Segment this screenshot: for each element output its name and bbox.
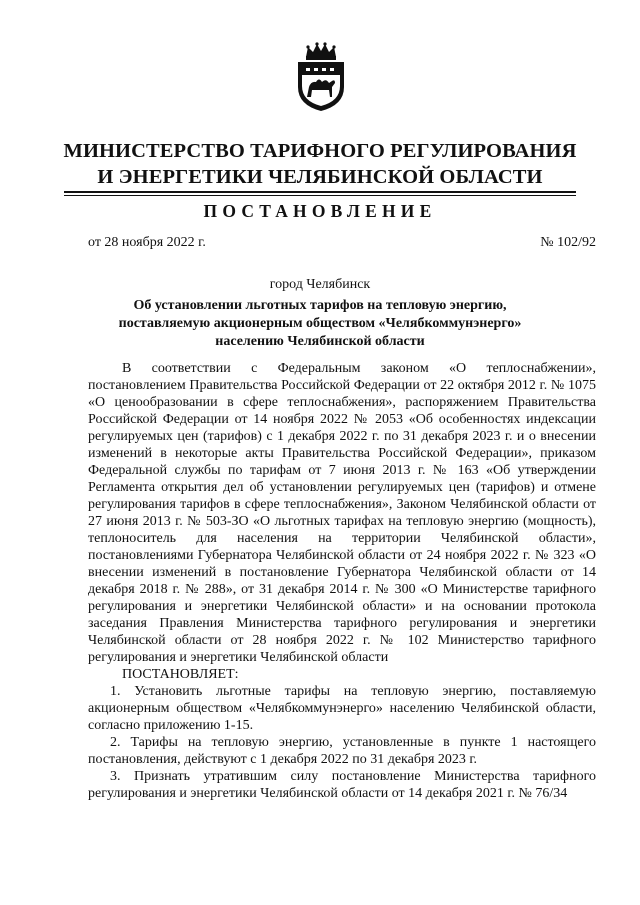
subject-line-2: поставляемую акционерным обществом «Челябкоммунэнерго» bbox=[118, 316, 522, 331]
coat-of-arms-icon bbox=[292, 41, 350, 113]
resolution-item-3: 3. Признать утратившим силу постановление Министерства тарифного регулирования и энергетики Челябинской области от 14 декабря 2021 г. № 76/34 bbox=[88, 769, 596, 801]
resolves-heading: ПОСТАНОВЛЯЕТ: bbox=[122, 667, 239, 682]
document-body bbox=[88, 360, 596, 802]
resolution-item-1: 1. Установить льготные тарифы на тепловую энергию, поставляемую акционерным обществом «Челябкоммунэнерго» населению Челябинской области, согласно приложению 1-15. bbox=[88, 684, 596, 733]
ministry-name bbox=[40, 138, 600, 190]
document-subject bbox=[80, 297, 560, 351]
subject-line-1: Об установлении льготных тарифов на тепловую энергию, bbox=[133, 298, 507, 313]
document-date: от 28 ноября 2022 г. bbox=[88, 235, 206, 250]
document-type: ПОСТАНОВЛЕНИЕ bbox=[203, 201, 437, 221]
document-number: № 102/92 bbox=[540, 235, 596, 250]
resolution-item-2: 2. Тарифы на тепловую энергию, установленные в пункте 1 настоящего постановления, действуют с 1 декабря 2022 по 31 декабря 2023 г. bbox=[88, 735, 596, 767]
header-rule-thick bbox=[64, 191, 576, 193]
ministry-name-line-2: И ЭНЕРГЕТИКИ ЧЕЛЯБИНСКОЙ ОБЛАСТИ bbox=[97, 166, 543, 188]
document-city: город Челябинск bbox=[269, 277, 371, 292]
subject-line-3: населению Челябинской области bbox=[215, 334, 425, 349]
preamble-paragraph: В соответствии с Федеральным законом «О теплоснабжении», постановлением Правительства Российской Федерации от 22 октября 2012 г. № 1075 «О ценообразовании в сфере теплоснабжения», распоряжением Правительства Российской Федерации от 14 ноября 2022 № 2053 «Об особенностях индексации регулируемых цен (тарифов) с 1 декабря 2022 г. по 31 декабря 2023 г. и о внесении изменений в некоторые акты Правительства Российской Федерации», приказом Федеральной службы по тарифам от 7 июня 2013 г. № 163 «Об утверждении Регламента открытия дел об установлении регулируемых цен (тарифов) и отмене регулирования тарифов в сфере теплоснабжения», Законом Челябинской области от 27 июня 2013 г. № 503-ЗО «О льготных тарифах на тепловую энергию (мощность), теплоноситель для населения на территории Челябинской области», постановлениями Губернатора Челябинской области от 24 ноября 2022 г. № 323 «О внесении изменений в постановление Губернатора Челябинской области от 14 декабря 2018 г. № 288», от 31 декабря 2014 г. № 300 «О Министерстве тарифного регулирования и энергетики Челябинской области» и на основании протокола заседания Правления Министерства тарифного регулирования и энергетики Челябинской области от 28 ноября 2022 г. № 102 Министерство тарифного регулирования и энергетики Челябинской области bbox=[88, 361, 596, 665]
header-rule-thin bbox=[64, 195, 576, 196]
ministry-name-line-1: МИНИСТЕРСТВО ТАРИФНОГО РЕГУЛИРОВАНИЯ bbox=[63, 140, 577, 162]
